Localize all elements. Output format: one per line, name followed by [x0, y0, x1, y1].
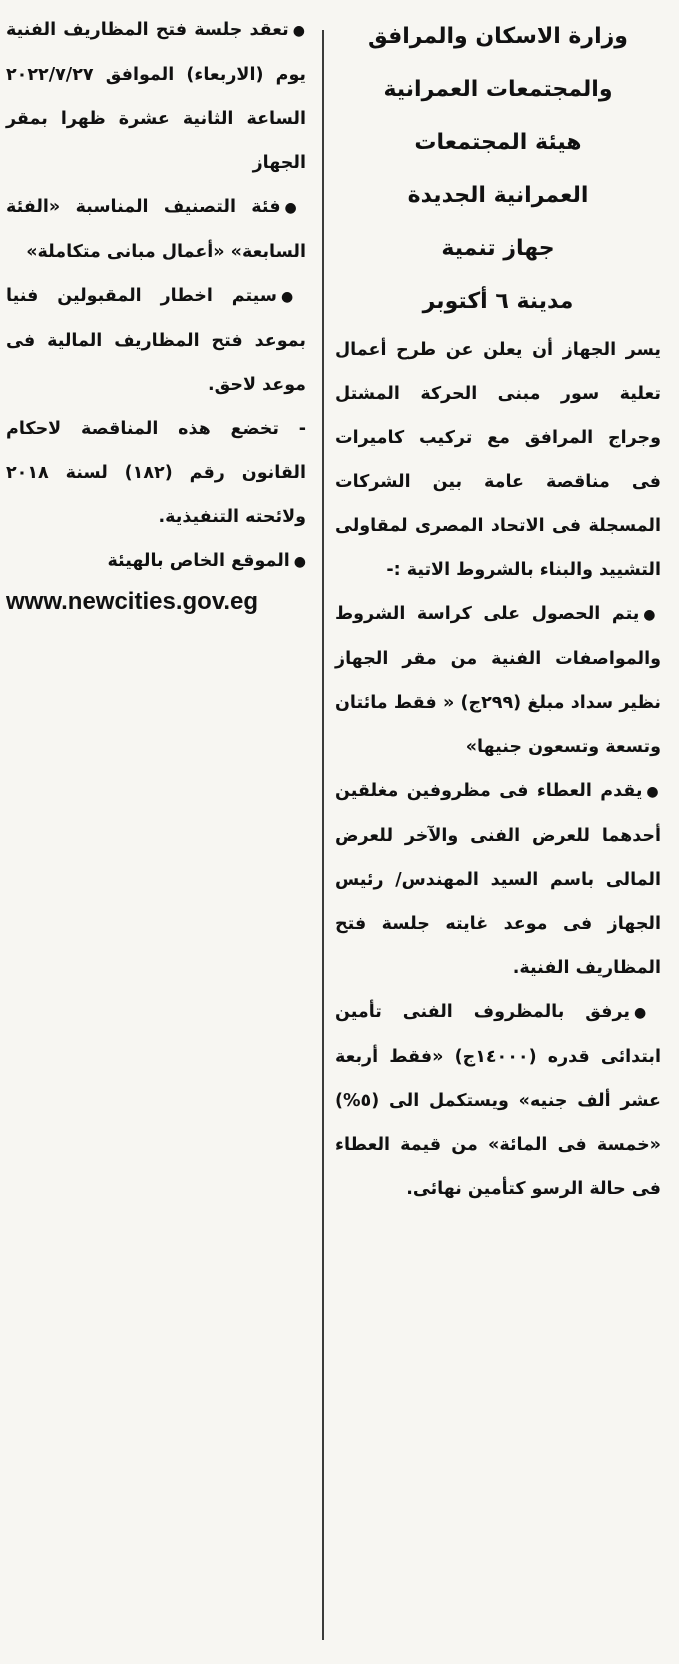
- intro-paragraph: يسر الجهاز أن يعلن عن طرح أعمال تعلية سور مبنى الحركة المشتل وجراج المرافق مع تركيب كاميرات فى مناقصة عامة بين الشركات المسجلة فى الاتحاد المصرى لمقاولى التشييد والبناء بالشروط الاتية :-: [335, 340, 661, 580]
- bullet-insurance: [335, 990, 661, 1211]
- header-line-3: هيئة المجتمعات: [414, 130, 582, 155]
- bullet-icon: ●: [292, 23, 306, 39]
- left-column: [0, 0, 318, 616]
- website-label: الموقع الخاص بالهيئة: [107, 551, 290, 571]
- bullet-text: تعقد جلسة فتح المظاريف الفنية يوم (الاربعاء) الموافق ٢٠٢٢/٧/٢٧ الساعة الثانية عشرة ظهرا بمقر الجهاز: [6, 20, 306, 173]
- bullet-icon: ●: [280, 289, 306, 305]
- bullet-text: فئة التصنيف المناسبة «الفئة السابعة» «أعمال مبانى متكاملة»: [6, 197, 306, 262]
- bullet-icon: ●: [633, 1005, 662, 1021]
- bullet-icon: ●: [293, 554, 306, 570]
- website-url: www.newcities.gov.eg: [6, 588, 259, 615]
- bullet-icon: ●: [643, 607, 661, 623]
- website-label-line: [6, 539, 306, 584]
- bullet-text: يقدم العطاء فى مظروفين مغلقين أحدهما للعرض الفنى والآخر للعرض المالى باسم السيد المهندس/ رئيس الجهاز فى موعد غايته جلسة فتح المظاريف الفنية.: [335, 781, 661, 978]
- bullet-category: [6, 185, 306, 274]
- column-divider: [322, 30, 324, 1640]
- header-line-5: جهاز تنمية: [441, 236, 555, 261]
- bullet-envelopes: [335, 769, 661, 990]
- bullet-icon: ●: [646, 784, 661, 800]
- bullet-text: سيتم اخطار المقبولين فنيا بموعد فتح المظاريف المالية فى موعد لاحق.: [6, 286, 306, 395]
- bullet-session: [6, 8, 306, 185]
- ministry-header: [335, 10, 661, 328]
- header-line-4: العمرانية الجديدة: [407, 183, 589, 208]
- bullet-text: يرفق بالمظروف الفنى تأمين ابتدائى قدره (١٤٠٠٠ج) «فقط أربعة عشر ألف جنيه» ويستكمل الى (٥%) «خمسة فى المائة» من قيمة العطاء فى حالة الرسو كتأمين نهائى.: [335, 1002, 661, 1199]
- header-line-1: وزارة الاسكان والمرافق: [368, 24, 628, 49]
- law-note: - تخضع هذه المناقصة لاحكام القانون رقم (١٨٢) لسنة ٢٠١٨ ولائحته التنفيذية.: [6, 419, 306, 527]
- bullet-text: يتم الحصول على كراسة الشروط والمواصفات الفنية من مقر الجهاز نظير سداد مبلغ (٢٩٩ج) « فقط مائتان وتسعة وتسعون جنيها»: [335, 604, 661, 757]
- right-column: [327, 0, 679, 1211]
- header-line-6: مدينة ٦ أكتوبر: [422, 289, 574, 314]
- bullet-notification: [6, 274, 306, 407]
- bullet-booklet: [335, 592, 661, 769]
- bullet-icon: ●: [284, 200, 306, 216]
- header-line-2: والمجتمعات العمرانية: [383, 77, 613, 102]
